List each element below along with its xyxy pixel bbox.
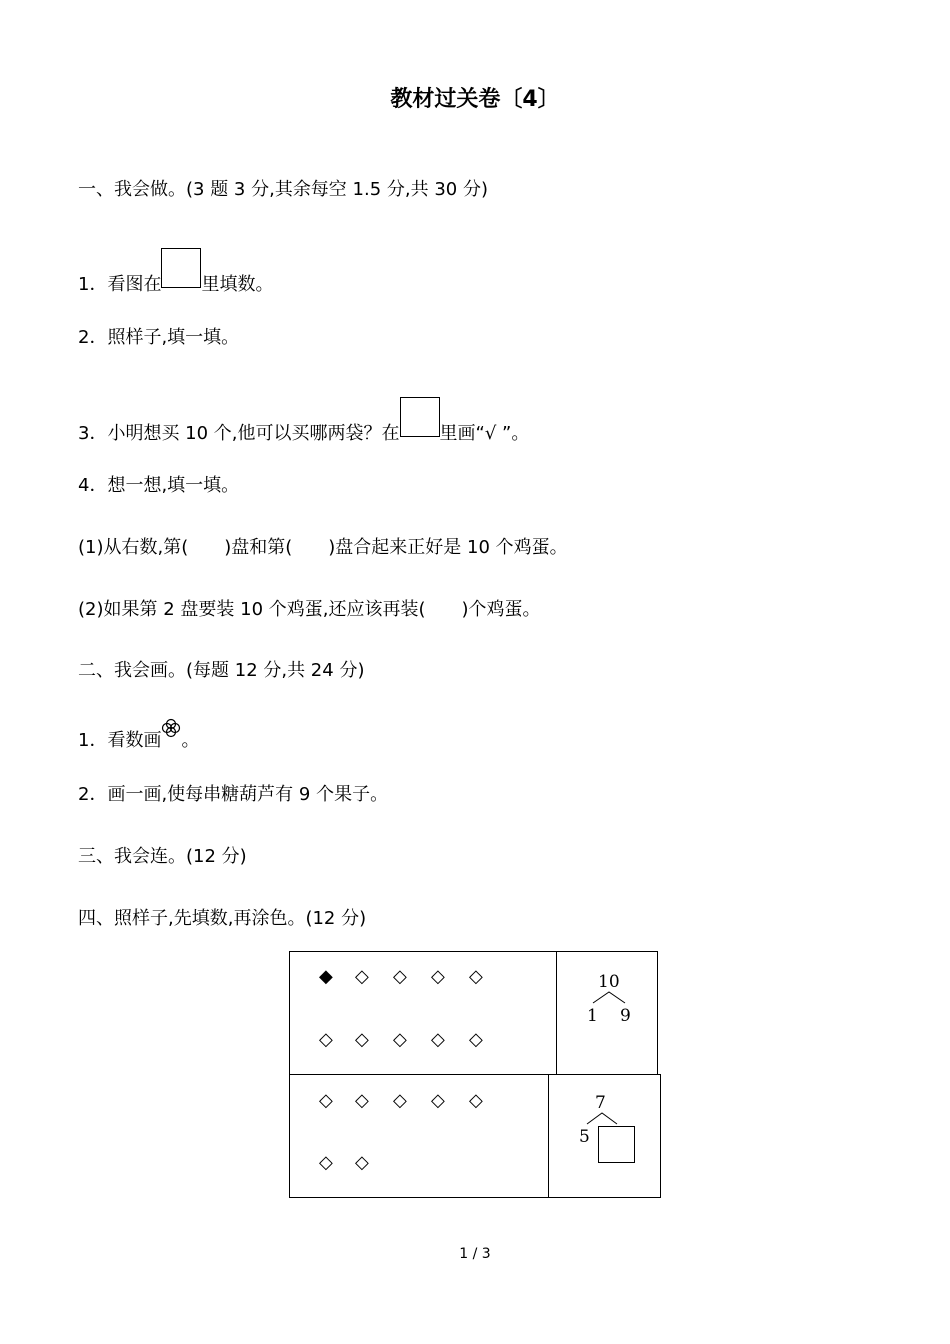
- section-2-heading: 二、我会画。(每题 12 分,共 24 分): [78, 660, 365, 681]
- example-diamond[interactable]: ◇: [393, 1029, 407, 1050]
- exercise-number-bond-cell: [548, 1074, 661, 1198]
- flower-icon: [161, 718, 181, 738]
- question-1-1-text-after: 里填数。: [201, 274, 274, 295]
- example-diamond[interactable]: ◇: [469, 966, 483, 987]
- exercise-diamond[interactable]: ◇: [355, 1090, 369, 1111]
- question-2-1-text-before: 1．看数画: [78, 730, 162, 751]
- exercise-diamond[interactable]: ◇: [469, 1090, 483, 1111]
- answer-box[interactable]: [161, 248, 201, 288]
- exercise-bond-part-a: 5: [579, 1127, 590, 1147]
- example-diamond[interactable]: ◇: [431, 966, 445, 987]
- example-diamond[interactable]: ◇: [355, 966, 369, 987]
- exercise-diamond[interactable]: ◇: [431, 1090, 445, 1111]
- question-2-1: [78, 718, 199, 752]
- question-1-3-text-before: 3．小明想买 10 个,他可以买哪两袋？在: [78, 423, 400, 444]
- question-1-3-text-after: 里画“√ ”。: [439, 423, 530, 444]
- example-diamond[interactable]: ◇: [355, 1029, 369, 1050]
- exercise-diamond[interactable]: ◇: [393, 1090, 407, 1111]
- exercise-bond-branch: [585, 1111, 619, 1125]
- question-1-3: [78, 397, 529, 445]
- question-1-4-part-1: (1)从右数,第( )盘和第( )盘合起来正好是 10 个鸡蛋。: [78, 537, 568, 558]
- example-diamond[interactable]: ◇: [393, 966, 407, 987]
- paper-title: 教材过关卷〔4〕: [390, 87, 560, 112]
- example-diamond[interactable]: ◇: [319, 1029, 333, 1050]
- exercise-bond-total: 7: [595, 1093, 606, 1113]
- question-1-1: [78, 248, 273, 296]
- question-1-1-text-before: 1．看图在: [78, 274, 162, 295]
- page-number: 1 / 3: [459, 1246, 491, 1262]
- example-bond-part-b: 9: [620, 1006, 631, 1026]
- section-1-heading: 一、我会做。(3 题 3 分,其余每空 1.5 分,共 30 分): [78, 179, 488, 200]
- question-1-2: 2．照样子,填一填。: [78, 327, 240, 348]
- question-1-4: 4．想一想,填一填。: [78, 475, 240, 496]
- section-4-heading: 四、照样子,先填数,再涂色。(12 分): [78, 908, 367, 929]
- example-diamond[interactable]: ◇: [469, 1029, 483, 1050]
- example-bond-branch: [591, 990, 627, 1004]
- question-2-2: 2．画一画,使每串糖葫芦有 9 个果子。: [78, 784, 389, 805]
- section-3-heading: 三、我会连。(12 分): [78, 846, 247, 867]
- example-bond-total: 10: [598, 972, 620, 992]
- question-2-1-text-after: 。: [181, 730, 200, 751]
- answer-box[interactable]: [400, 397, 440, 437]
- example-bond-part-a: 1: [587, 1006, 598, 1026]
- exercise-diamond[interactable]: ◇: [319, 1090, 333, 1111]
- example-number-bond-cell: [556, 951, 658, 1075]
- exercise-diamond[interactable]: ◇: [355, 1152, 369, 1173]
- example-diamond[interactable]: ◇: [431, 1029, 445, 1050]
- exercise-diamond[interactable]: ◇: [319, 1152, 333, 1173]
- exercise-bond-answer-box[interactable]: [598, 1126, 635, 1163]
- example-diamond-filled[interactable]: ◆: [319, 966, 333, 987]
- question-1-4-part-2: (2)如果第 2 盘要装 10 个鸡蛋,还应该再装( )个鸡蛋。: [78, 599, 541, 620]
